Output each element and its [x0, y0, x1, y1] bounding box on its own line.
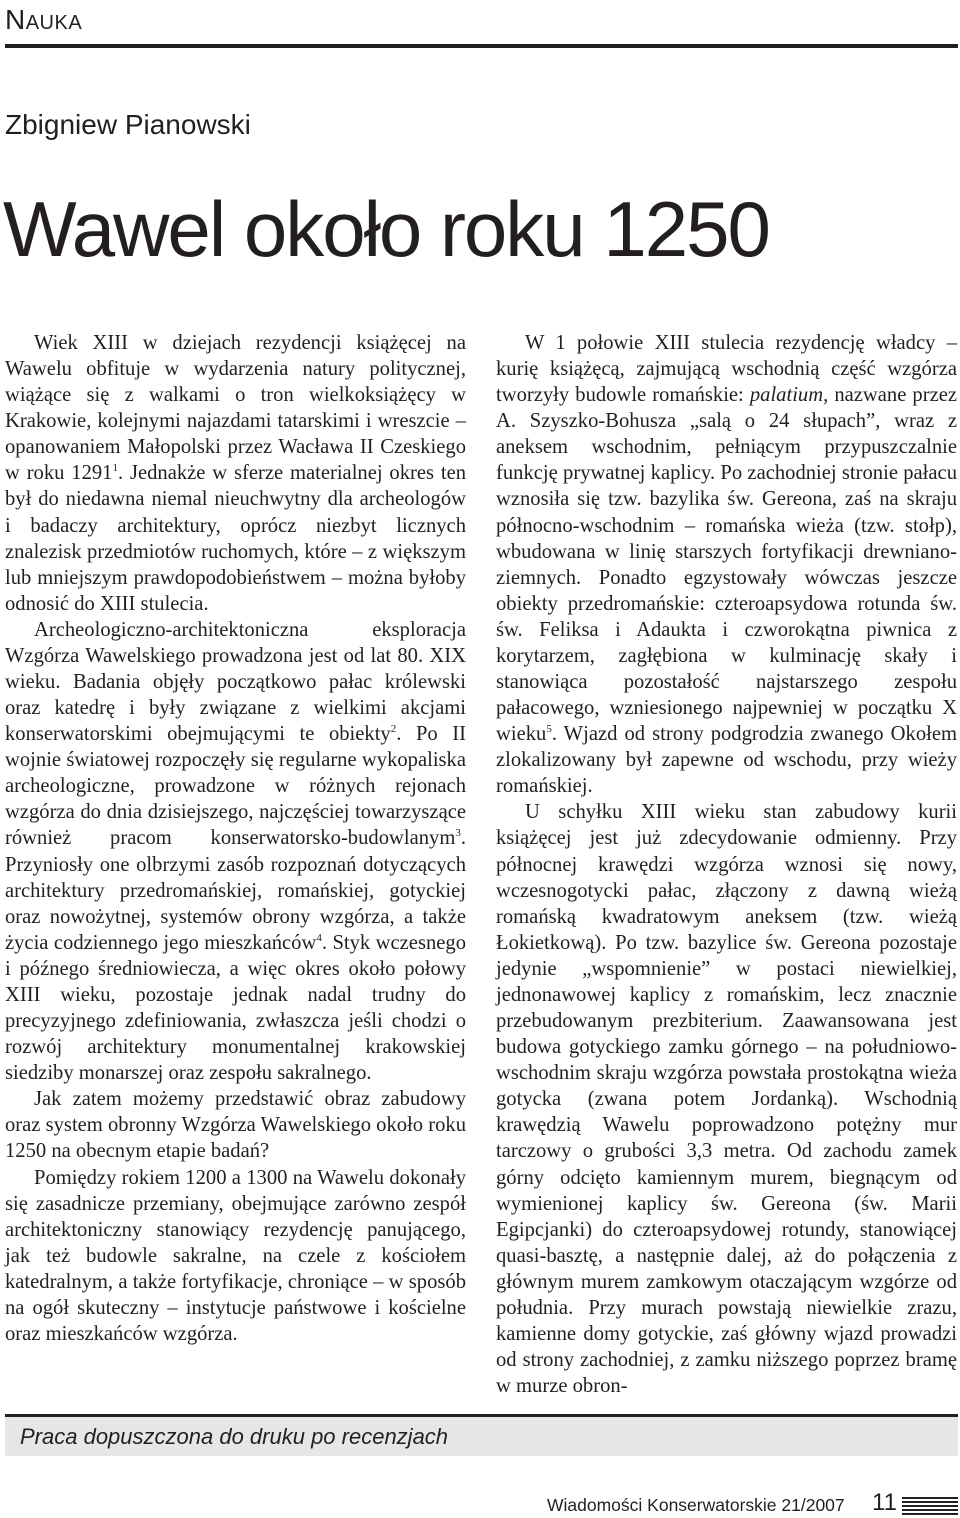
footnote-ref[interactable]: 3 — [455, 827, 461, 840]
article-title: Wawel około roku 1250 — [3, 185, 769, 273]
footnote-ref[interactable]: 5 — [546, 723, 552, 736]
italic-term: palatium — [749, 384, 824, 407]
section-title: Nauka — [5, 4, 83, 35]
text-column-right — [496, 330, 957, 1399]
paragraph: Archeologiczno-architektoniczna eksploracja Wzgórza Wawelskiego prowadzona jest od lat 80. XIX wieku. Badania objęły początkowo pałac królewski oraz katedrę i były związane z wielkimi akcjami konserwatorskimi obejmującymi te obiekty$^2$. Po II wojnie światowej rozpoczęły się regularne wykopaliska archeologiczne, prowadzone w różnych rejonach wzgórza do dnia dzisiejszego, najczęściej towarzyszące również pracom konserwatorsko-budowlanym$^3$. Przyniosły one olbrzymi zasób rozpoznań dotyczących architektury przedromańskiej, romańskiej, gotyckiej oraz nowożytnej, systemów obrony wzgórza, a także życia codziennego jego mieszkańców$^4$. Styk wczesnego i późnego średniowiecza, a więc okres około połowy XIII wieku, pozostaje jednak nadal trudny do precyzyjnego zdefiniowania, zwłaszcza jeśli chodzi o rozwój architektury monumentalnej krakowskiej siedziby monarszej oraz zespołu sakralnego. — [5, 618, 466, 1085]
footnote-ref[interactable]: 2 — [390, 723, 397, 736]
text-column-left — [5, 330, 466, 1347]
paragraph: Pomiędzy rokiem 1200 a 1300 na Wawelu dokonały się zasadnicze przemiany, obejmujące zarówno zespół architektoniczny stanowiący rezydencję panującego, jak też budowle sakralne, na czele z kościołem katedralnym, a także fortyfikacje, chroniące – w sposób na ogół skuteczny – instytucje państwowe i kościelne oraz mieszkańców wzgórza. — [5, 1166, 466, 1345]
review-note-bar — [5, 1414, 958, 1456]
footer-journal-name: Wiadomości Konserwatorskie 21/2007 — [547, 1495, 845, 1515]
review-note-text: Praca dopuszczona do druku po recenzjach — [20, 1424, 449, 1449]
page-number: 11 — [872, 1489, 897, 1516]
footnote-ref[interactable]: 4 — [316, 931, 322, 944]
paragraph: U schyłku XIII wieku stan zabudowy kurii książęcej jest już zdecydowanie odmienny. Przy północnej krawędzi wzgórza wznosi się nowy, wczesnogotycki pałac, złączony z dawną wieżą romańską kwadratowym aneksem (tzw. wieżą Łokietkową). Po tzw. bazylice św. Gereona pozostaje jedynie „wspomnienie” w postaci niewielkiej, jednonawowej kaplicy z romańskim, lecz znacznie przebudowanym prezbiterium. Zaawansowana jest budowa gotyckiego zamku górnego – na południowo-wschodnim skraju wzgórza powstała prostokątna wieża gotycka (zwana potem Jordanką). Wschodnią krawędzią Wawelu poprowadzono potężny mur tarczowy o grubości 3,3 metra. Od zachodu zamek górny odcięto kamiennym murem, biegnącym od wymienionej kaplicy św. Gereona (św. Marii Egipcjanki) do czteroapsydowej rotundy, stanowiącej quasi-basztę, a następnie dalej, aż do połączenia z głównym murem zamkowym otaczającym wzgórze od południa. Przy murach powstają niewielkie zrazu, kamienne domy gotyckie, zaś główny wjazd prowadzi od strony zachodniej, z zamku niższego poprzez bramę w murze obron- — [496, 801, 957, 1398]
page-lines-ornament — [902, 1497, 958, 1515]
section-header — [5, 0, 958, 48]
paragraph: W 1 połowie XIII stulecia rezydencję władcy – kurię książęcą, zajmującą wschodnią część wzgórza tworzyły budowle romańskie: palatium, nazwane przez A. Szyszko-Bohusza „salą o 24 słupach”, wraz z aneksem wschodnim, pełniącym przypuszczalnie funkcję prywatnej kaplicy. Po zachodniej stronie pałacu wznosiła się tzw. bazylika św. Gereona, zaś na skraju północno-wschodnim – romańska wieża (tzw. stołp), wbudowana w linię starszych fortyfikacji drewniano-ziemnych. Ponadto egzystowały wówczas jeszcze obiekty przedromańskie: czteroapsydowa rotunda św. św. Feliksa i Adaukta i czworokątna piwnica z korytarzem, zagłębiona w kulminację skały i stanowiąca pozostałość najstarszego zespołu pałacowego, wzniesionego najpewniej w początku X wieku$^5$. Wjazd od strony podgrodzia zwanego Okołem zlokalizowany był zapewne od wschodu, przy wieży romańskiej. — [496, 332, 957, 798]
article-author: Zbigniew Pianowski — [5, 109, 251, 140]
footnote-ref[interactable]: 1 — [112, 462, 118, 475]
paragraph: Jak zatem możemy przedstawić obraz zabudowy oraz system obronny Wzgórza Wawelskiego około roku 1250 na obecnym etapie badań? — [5, 1088, 466, 1163]
paragraph: Wiek XIII w dziejach rezydencji książęcej na Wawelu obfituje w wydarzenia natury politycznej, wiążące się z walkami o tron wielkoksiążęcy w Krakowie, kolejnymi najazdami tatarskimi i wreszcie – opanowaniem Małopolski przez Wacława II Czeskiego w roku 1291$^1$. Jednakże w sferze materialnej okres ten był do niedawna niemal nieuchwytny dla archeologów i badaczy architektury, oprócz niezbyt licznych znalezisk przedmiotów ruchomych, które – z większym lub mniejszym prawdopodobieństwem – można byłoby odnosić do XIII stulecia. — [5, 332, 467, 615]
